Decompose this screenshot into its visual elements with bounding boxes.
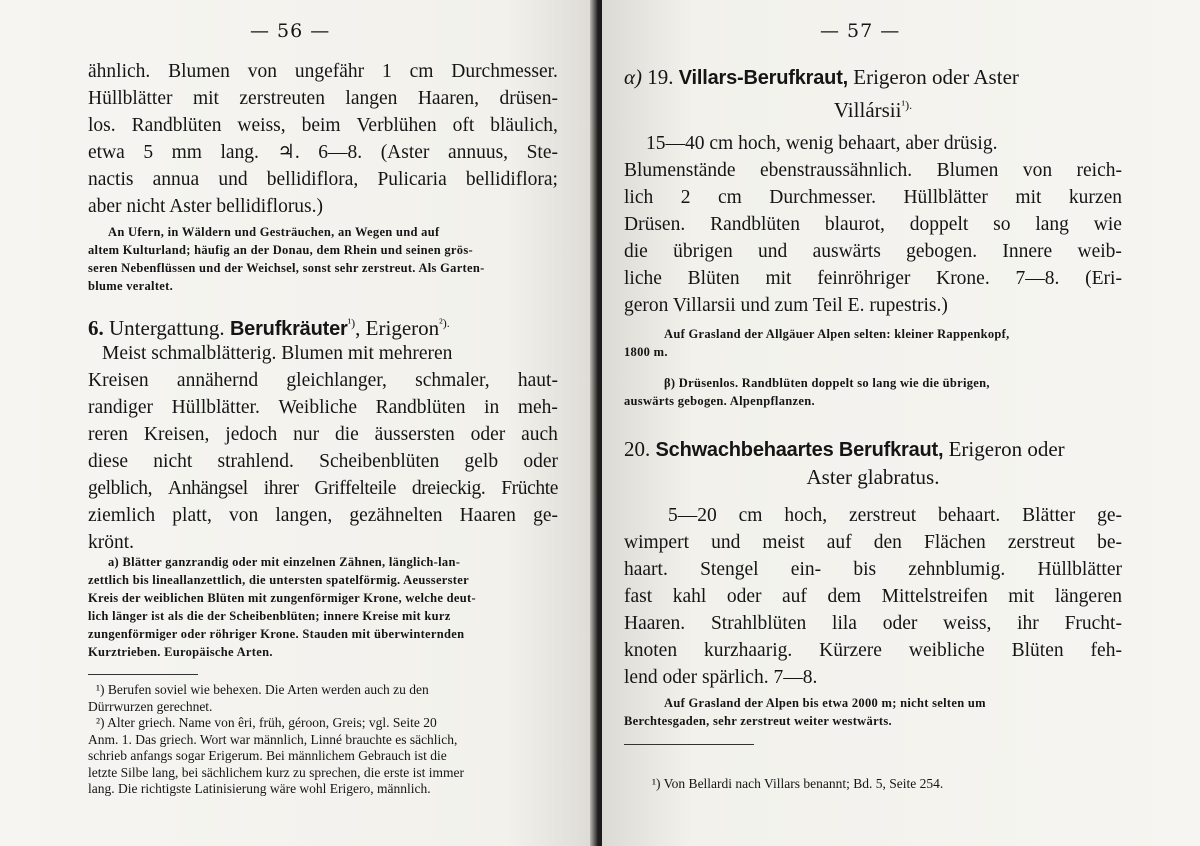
word: ihrer bbox=[263, 478, 299, 499]
word: und bbox=[711, 532, 741, 553]
species-marker: α) bbox=[624, 65, 643, 89]
small-line: a) Blätter ganzrandig oder mit einzelnen Zähnen, länglich-lan- bbox=[108, 555, 461, 569]
word: annähernd bbox=[176, 370, 259, 391]
word: Haaren, bbox=[417, 88, 480, 109]
small-line: Auf Grasland der Allgäuer Alpen selten: kleiner Rappenkopf, bbox=[664, 327, 1010, 341]
footnote-rule bbox=[88, 674, 198, 675]
word: weiss, bbox=[237, 115, 286, 136]
word: Kreisen bbox=[88, 370, 149, 391]
word: lang. bbox=[220, 142, 259, 163]
text-line bbox=[624, 556, 1122, 583]
word: übrigen bbox=[673, 241, 733, 262]
word: Hüllblätter bbox=[88, 88, 173, 109]
small-line: Berchtesgaden, sehr zerstreut weiter westwärts. bbox=[624, 714, 892, 728]
footnote-line: ²) Alter griech. Name von êri, früh, géroon, Greis; vgl. Seite 20 bbox=[96, 715, 437, 730]
word: 5—20 bbox=[668, 505, 717, 526]
word: zerstreut bbox=[848, 505, 917, 526]
word: blaurot, bbox=[824, 214, 885, 235]
footnote-line: ¹) Von Bellardi nach Villars benannt; Bd. 5, Seite 254. bbox=[652, 776, 944, 791]
word: kurzhaarig. bbox=[704, 640, 793, 661]
text-line bbox=[88, 166, 558, 193]
footnotes bbox=[88, 682, 558, 798]
word: zerstreuten bbox=[239, 88, 325, 109]
word: 5 bbox=[143, 142, 154, 163]
text-line bbox=[88, 112, 558, 139]
word: (Aster bbox=[380, 142, 430, 163]
species-rest: Erigeron oder bbox=[948, 437, 1065, 461]
text-line: lend oder spärlich. 7—8. bbox=[624, 667, 818, 688]
text-line bbox=[88, 475, 558, 502]
word: Kreisen, bbox=[143, 424, 210, 445]
small-line: Auf Grasland der Alpen bis etwa 2000 m; nicht selten um bbox=[664, 696, 986, 710]
section-number: 6. bbox=[88, 316, 104, 340]
word: reren bbox=[88, 424, 129, 445]
word: cm bbox=[717, 187, 742, 208]
word: in bbox=[484, 397, 500, 418]
word: nur bbox=[293, 424, 320, 445]
section-prefix: Untergattung. bbox=[109, 316, 225, 340]
word: wimpert bbox=[624, 532, 689, 553]
text-line bbox=[624, 502, 1122, 529]
word: oder bbox=[882, 613, 918, 634]
word: Blüten bbox=[1011, 640, 1064, 661]
species-bold-name: Schwachbehaartes Berufkraut, bbox=[655, 439, 944, 461]
species-line2: Villársii bbox=[833, 98, 902, 122]
small-line: Kurztrieben. Europäische Arten. bbox=[88, 645, 273, 659]
text-line bbox=[88, 58, 558, 85]
word: weib- bbox=[1077, 241, 1122, 262]
small-line: seren Nebenflüssen und der Weichsel, sonst sehr zerstreut. Als Garten- bbox=[88, 261, 485, 275]
footnote-line: letzte Silbe lang, bei sächlichem kurz zu sprechen, die erste ist immer bbox=[88, 764, 464, 780]
word: Verblühen bbox=[356, 115, 437, 136]
word: Anhängsel bbox=[168, 478, 248, 499]
word: platt, bbox=[172, 505, 212, 526]
word: annuus, bbox=[447, 142, 509, 163]
footnote-ref: ¹). bbox=[901, 98, 913, 112]
word: äussersten bbox=[374, 424, 455, 445]
small-line: zettlich bis lineallanzettlich, die untersten spatelförmig. Aeusserster bbox=[88, 573, 469, 587]
footnote-line: schrieb anfangs sogar Erigerum. Bei männlichem Gebrauch ist die bbox=[88, 748, 447, 763]
word: Frucht- bbox=[1064, 613, 1122, 634]
word: diese bbox=[88, 451, 129, 472]
text-line bbox=[88, 367, 558, 394]
word: gelb bbox=[464, 451, 499, 472]
word: Weibliche bbox=[278, 397, 357, 418]
small-line: An Ufern, in Wäldern und Gesträuchen, an Wegen und auf bbox=[108, 225, 440, 239]
word: etwa bbox=[88, 142, 125, 163]
footnote-line: ¹) Berufen soviel wie behexen. Die Arten werden auch zu den bbox=[96, 682, 429, 697]
species-19-habitat bbox=[624, 325, 1122, 361]
word: weibliche bbox=[908, 640, 985, 661]
right-page bbox=[602, 0, 1200, 846]
word: annua bbox=[152, 169, 200, 190]
word: Früchte bbox=[501, 478, 558, 499]
word: ebenstraussähnlich. bbox=[760, 160, 913, 181]
word: von bbox=[228, 505, 259, 526]
word: dreieckig. bbox=[411, 478, 486, 499]
small-line: blume veraltet. bbox=[88, 279, 174, 293]
small-line: β) Drüsenlos. Randblüten doppelt so lang wie die übrigen, bbox=[664, 376, 990, 390]
word: Blumen bbox=[168, 61, 230, 82]
word: lang bbox=[1035, 214, 1069, 235]
word: ge- bbox=[533, 505, 558, 526]
word: oder bbox=[726, 586, 762, 607]
word: Kürzere bbox=[819, 640, 882, 661]
word: den bbox=[873, 532, 902, 553]
word: längeren bbox=[1054, 586, 1122, 607]
word: die bbox=[334, 424, 359, 445]
word: schmaler, bbox=[415, 370, 490, 391]
word: Durchmesser. bbox=[451, 61, 558, 82]
word: bellidiflora, bbox=[266, 169, 359, 190]
word: feh- bbox=[1090, 640, 1122, 661]
word: bellidiflora; bbox=[465, 169, 558, 190]
word: Hüllblätter bbox=[903, 187, 988, 208]
word: Durchmesser. bbox=[769, 187, 876, 208]
footnote-right bbox=[624, 776, 1122, 793]
word: ge- bbox=[1097, 505, 1122, 526]
text-line bbox=[624, 583, 1122, 610]
word: cm bbox=[738, 505, 763, 526]
word: Innere bbox=[1002, 241, 1053, 262]
word: ziemlich bbox=[88, 505, 156, 526]
text-line bbox=[88, 502, 558, 529]
species-20-heading bbox=[624, 436, 1122, 491]
word: Randblüten bbox=[375, 397, 466, 418]
word: und bbox=[218, 169, 248, 190]
word: Stengel bbox=[700, 559, 759, 580]
word: auf bbox=[826, 532, 852, 553]
small-line: 1800 m. bbox=[624, 345, 668, 359]
word: ein- bbox=[790, 559, 822, 580]
text-line bbox=[624, 637, 1122, 664]
word: zehnblumig. bbox=[908, 559, 1006, 580]
text-line bbox=[624, 211, 1122, 238]
text-line: geron Villarsii und zum Teil E. rupestris.) bbox=[624, 295, 948, 316]
word: be- bbox=[1097, 532, 1122, 553]
species-rest: Erigeron oder Aster bbox=[853, 65, 1019, 89]
word: cm bbox=[409, 61, 434, 82]
word: ihr bbox=[1017, 613, 1039, 634]
word: Blumenstände bbox=[624, 160, 736, 181]
word: zerstreut bbox=[1007, 532, 1075, 553]
word: meh- bbox=[517, 397, 558, 418]
word: Mittelstreifen bbox=[881, 586, 988, 607]
text-line: Meist schmalblätterig. Blumen mit mehreren bbox=[102, 343, 453, 364]
word: oft bbox=[452, 115, 475, 136]
word: doppelt bbox=[909, 214, 969, 235]
text-line bbox=[624, 610, 1122, 637]
word: reich- bbox=[1076, 160, 1122, 181]
footnote-line: Anm. 1. Das griech. Wort war männlich, Linné brauchte es sächlich, bbox=[88, 731, 458, 747]
footnote-line: Dürrwurzen gerechnet. bbox=[88, 698, 213, 714]
small-line: zungenförmiger oder röhriger Krone. Stauden mit überwinternden bbox=[88, 627, 465, 641]
text-line: 15—40 cm hoch, wenig behaart, aber drüsig. bbox=[646, 133, 998, 154]
word: lila bbox=[832, 613, 857, 634]
small-line: auswärts gebogen. Alpenpflanzen. bbox=[624, 394, 815, 408]
section-suffix: , Erigeron bbox=[355, 316, 440, 340]
word: Griffelteile bbox=[314, 478, 396, 499]
word: meist bbox=[762, 532, 805, 553]
species-20-habitat bbox=[624, 694, 1122, 730]
footnote-ref: ²). bbox=[439, 316, 450, 330]
species-19-heading bbox=[624, 64, 1122, 124]
word: nicht bbox=[153, 451, 193, 472]
word: beim bbox=[301, 115, 341, 136]
text-line bbox=[624, 238, 1122, 265]
word: Haaren. bbox=[624, 613, 686, 634]
word: gezähnelten bbox=[349, 505, 443, 526]
word: behaart. bbox=[938, 505, 1001, 526]
word: kurzen bbox=[1068, 187, 1122, 208]
word: ungefähr bbox=[294, 61, 365, 82]
word: Flächen bbox=[924, 532, 986, 553]
word: liche bbox=[624, 268, 662, 289]
text-line bbox=[88, 139, 558, 166]
small-line: Kreis der weiblichen Blüten mit zungenförmiger Krone, welche deut- bbox=[88, 591, 476, 605]
word: strahlend. bbox=[217, 451, 294, 472]
word: Krone. bbox=[936, 268, 990, 289]
word: Randblüten bbox=[710, 214, 800, 235]
species-number: 20. bbox=[624, 437, 651, 461]
word: ähnlich. bbox=[88, 61, 151, 82]
word: auf bbox=[782, 586, 807, 607]
word: Haaren bbox=[459, 505, 516, 526]
species-20-body bbox=[624, 502, 1122, 691]
text-line bbox=[624, 529, 1122, 556]
word: 6—8. bbox=[318, 142, 363, 163]
text-line: krönt. bbox=[88, 532, 135, 553]
section-heading bbox=[88, 310, 558, 343]
word: mit bbox=[192, 88, 219, 109]
word: langen, bbox=[275, 505, 333, 526]
word: gelblich, bbox=[88, 478, 153, 499]
word: lich bbox=[624, 187, 654, 208]
small-line: altem Kulturland; häufig an der Donau, dem Rhein und seinen grös- bbox=[88, 243, 473, 257]
word: 1 bbox=[381, 61, 392, 82]
word: oder bbox=[523, 451, 558, 472]
word: gebogen. bbox=[906, 241, 978, 262]
word: wie bbox=[1093, 214, 1122, 235]
species-number: 19. bbox=[647, 65, 674, 89]
word: mm bbox=[171, 142, 202, 163]
word: drüsen- bbox=[499, 88, 558, 109]
word: fast bbox=[624, 586, 653, 607]
word: oder bbox=[470, 424, 506, 445]
word: nactis bbox=[88, 169, 134, 190]
text-line bbox=[624, 265, 1122, 292]
page-number-right: — 57 — bbox=[820, 20, 901, 42]
word: Ste- bbox=[526, 142, 558, 163]
word: los. bbox=[88, 115, 116, 136]
word: Blätter bbox=[1022, 505, 1076, 526]
text-line bbox=[624, 184, 1122, 211]
word: 2 bbox=[680, 187, 691, 208]
subsection-a bbox=[88, 553, 558, 661]
habitat-note bbox=[88, 223, 558, 295]
word: randiger bbox=[88, 397, 153, 418]
word: bläulich, bbox=[490, 115, 558, 136]
left-page bbox=[0, 0, 598, 846]
word: Blumen bbox=[936, 160, 999, 181]
footnote-ref: ¹) bbox=[347, 316, 356, 330]
species-19-body bbox=[624, 130, 1122, 319]
word: feinröhriger bbox=[817, 268, 911, 289]
word: ♃. bbox=[277, 142, 300, 163]
word: Scheibenblüten bbox=[319, 451, 440, 472]
text-line bbox=[88, 394, 558, 421]
word: und bbox=[758, 241, 788, 262]
species-bold-name: Villars-Berufkraut, bbox=[678, 67, 849, 89]
continuation-text bbox=[88, 58, 558, 220]
page-number-left: — 56 — bbox=[250, 20, 331, 42]
word: Hüllblätter. bbox=[171, 397, 260, 418]
text-line bbox=[88, 448, 558, 475]
word: langen bbox=[345, 88, 398, 109]
small-line: lich länger ist als die der Scheibenblüten; innere Kreise mit kurz bbox=[88, 609, 451, 623]
word: mit bbox=[765, 268, 792, 289]
word: auch bbox=[521, 424, 558, 445]
word: auswärts bbox=[812, 241, 881, 262]
word: gleichlanger, bbox=[286, 370, 387, 391]
word: 7—8. bbox=[1015, 268, 1060, 289]
text-line: aber nicht Aster bellidiflorus.) bbox=[88, 196, 324, 217]
footnote-line: lang. Die richtigste Latinisierung wäre wohl Erigero, männlich. bbox=[88, 781, 431, 796]
word: Drüsen. bbox=[624, 214, 686, 235]
word: haut- bbox=[517, 370, 558, 391]
word: hoch, bbox=[784, 505, 828, 526]
text-line bbox=[88, 421, 558, 448]
word: mit bbox=[1015, 187, 1042, 208]
word: (Eri- bbox=[1085, 268, 1122, 289]
word: die bbox=[624, 241, 648, 262]
word: von bbox=[1022, 160, 1053, 181]
section-bold-name: Berufkräuter bbox=[229, 318, 348, 340]
text-line bbox=[624, 157, 1122, 184]
text-line bbox=[88, 85, 558, 112]
word: knoten bbox=[624, 640, 678, 661]
word: mit bbox=[1008, 586, 1035, 607]
word: Strahlblüten bbox=[710, 613, 807, 634]
word: haart. bbox=[624, 559, 668, 580]
word: dem bbox=[827, 586, 862, 607]
word: kahl bbox=[672, 586, 707, 607]
word: Hüllblätter bbox=[1037, 559, 1122, 580]
word: weiss, bbox=[943, 613, 992, 634]
word: von bbox=[247, 61, 277, 82]
word: Randblüten bbox=[131, 115, 222, 136]
beta-note bbox=[624, 374, 1122, 410]
word: Blüten bbox=[687, 268, 740, 289]
word: bis bbox=[853, 559, 877, 580]
word: so bbox=[993, 214, 1011, 235]
word: jedoch bbox=[225, 424, 278, 445]
species-line2: Aster glabratus. bbox=[806, 465, 940, 489]
word: Pulicaria bbox=[377, 169, 447, 190]
section-body bbox=[88, 340, 558, 556]
footnote-rule bbox=[624, 744, 754, 745]
